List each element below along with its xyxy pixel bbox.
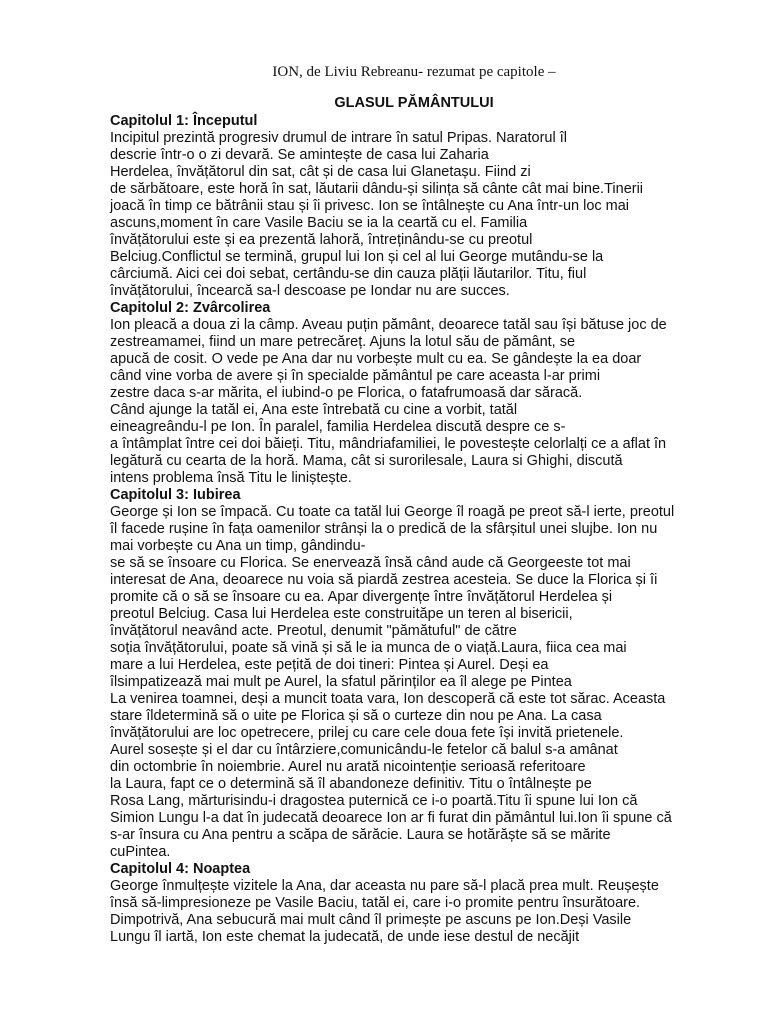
text-line: îlsimpatizează mai mult pe Aurel, la sfatul părinților ea îl alege pe Pintea <box>110 674 572 690</box>
text-line: cuPintea. <box>110 844 171 860</box>
text-line: preotul Belciug. Casa lui Herdelea este construităpe un teren al bisericii, <box>110 606 573 622</box>
text-line: Când ajunge la tatăl ei, Ana este întrebată cu cine a vorbit, tatăl <box>110 402 518 418</box>
text-line: Ion pleacă a doua zi la câmp. Aveau puțin pământ, deoarece tatăl sau își bătuse joc de <box>110 317 667 333</box>
document-title: ION, de Liviu Rebreanu- rezumat pe capitole – <box>272 64 556 80</box>
text-line: zestre daca s-ar mărita, el iubind-o pe Florica, o fatafrumoasă dar săracă. <box>110 385 583 401</box>
text-line: însă să-limpresioneze pe Vasile Baciu, tatăl ei, care i-o promite pentru însurătoare. <box>110 895 641 911</box>
text-line: soția învățătorului, poate să vină și să le ia munca de o viață.Laura, fiica cea mai <box>110 640 627 656</box>
document-subtitle: GLASUL PĂMÂNTULUI <box>334 95 494 111</box>
text-line: Herdelea, învățătorul din sat, cât și de casa lui Glanetașu. Fiind zi <box>110 164 531 180</box>
text-line: interesat de Ana, deoarece nu voia să piardă zestrea acesteia. Se duce la Florica și îi <box>110 572 658 588</box>
text-line: mare a lui Herdelea, este pețită de doi tineri: Pintea și Aurel. Deși ea <box>110 657 549 673</box>
chapters-container <box>110 113 718 946</box>
text-line: Lungu îl iartă, Ion este chemat la judecată, de unde iese destul de necăjit <box>110 929 580 945</box>
text-line: la Laura, fapt ce o determină să îl abandoneze definitiv. Titu o întâlnește pe <box>110 776 592 792</box>
text-line: Belciug.Conflictul se termină, grupul lui Ion și cel al lui George mutându-se la <box>110 249 604 265</box>
chapter-body <box>110 878 718 946</box>
chapter-body <box>110 130 718 300</box>
text-line: Rosa Lang, mărturisindu-i dragostea puternică ce i-o poartă.Titu îi spune lui Ion că <box>110 793 638 809</box>
chapter-body <box>110 504 718 861</box>
text-line: învățătorului este și ea prezentă lahoră, întreținându-se cu preotul <box>110 232 533 248</box>
text-line: descrie într-o o zi devară. Se amintește de casa lui Zaharia <box>110 147 489 163</box>
text-line: George înmulțește vizitele la Ana, dar aceasta nu pare să-l placă prea mult. Reușește <box>110 878 659 894</box>
text-line: cârciumă. Aici cei doi sebat, certându-se din cauza plății lăutarilor. Titu, fiul <box>110 266 587 282</box>
text-line: apucă de cosit. O vede pe Ana dar nu vorbește mult cu ea. Se gândește la ea doar <box>110 351 642 367</box>
text-line: promite că o să se însoare cu ea. Apar divergențe între învățătorul Herdelea și <box>110 589 613 605</box>
text-line: s-ar însura cu Ana pentru a scăpa de sărăcie. Laura se hotărăște să se mărite <box>110 827 611 843</box>
text-line: învățătorului, încearcă sa-l descoase pe Iondar nu are succes. <box>110 283 510 299</box>
text-line: ascuns,moment în care Vasile Baciu se ia la ceartă cu el. Familia <box>110 215 528 231</box>
text-line: George și Ion se împacă. Cu toate ca tatăl lui George îl roagă pe preot să-l ierte, preotul <box>110 504 675 520</box>
text-line: La venirea toamnei, deși a muncit toata vara, Ion descoperă că este tot sărac. Aceasta <box>110 691 666 707</box>
text-line: când vine vorba de avere și în specialde pământul pe care aceasta l-ar primi <box>110 368 601 384</box>
text-line: de sărbătoare, este horă în sat, lăutarii dându-și silința să cânte cât mai bine.Tinerii <box>110 181 644 197</box>
text-line: învățătorul neavând acte. Preotul, denumit "pămătuful" de către <box>110 623 517 639</box>
chapter-heading: Capitolul 2: Zvârcolirea <box>110 300 271 316</box>
text-line: joacă în timp ce bătrânii stau și îi privesc. Ion se întâlnește cu Ana într-un loc mai <box>110 198 630 214</box>
text-line: mai vorbește cu Ana un timp, gândindu- <box>110 538 366 554</box>
text-line: intens problema însă Titu le liniștește. <box>110 470 352 486</box>
text-line: stare îldetermină să o uite pe Florica și să o curteze din nou pe Ana. La casa <box>110 708 602 724</box>
text-line: eineagreându-l pe Ion. În paralel, familia Herdelea discută despre ce s- <box>110 419 566 435</box>
chapter-heading: Capitolul 4: Noaptea <box>110 861 251 877</box>
text-line: Incipitul prezintă progresiv drumul de intrare în satul Pripas. Naratorul îl <box>110 130 567 146</box>
chapter-body <box>110 317 718 487</box>
text-line: legătură cu cearta de la horă. Mama, cât si surorilesale, Laura si Ghighi, discută <box>110 453 623 469</box>
text-line: Dimpotrivă, Ana sebucură mai mult când îl primește pe ascuns pe Ion.Deși Vasile <box>110 912 632 928</box>
text-line: îl facede rușine în fața oamenilor strânși la o predică de la sfârșitul unei slujbe. Ion nu <box>110 521 658 537</box>
text-line: se să se însoare cu Florica. Se enervează însă când aude că Georgeeste tot mai <box>110 555 631 571</box>
text-line: Aurel sosește și el dar cu întârziere,comunicându-le fetelor că balul s-a amânat <box>110 742 618 758</box>
text-line: din octombrie în noiembrie. Aurel nu arată nicointenție serioasă referitoare <box>110 759 586 775</box>
text-line: Simion Lungu l-a dat în judecată deoarece Ion ar fi furat din pământul lui.Ion îi spune că <box>110 810 672 826</box>
text-line: învățătorului are loc opetrecere, prilej cu care cele doua fete își invită prietenele. <box>110 725 624 741</box>
text-line: a întâmplat între cei doi băieți. Titu, mândriafamiliei, le povestește celorlalți ce a aflat în <box>110 436 667 452</box>
text-line: zestreamamei, fiind un mare petrecăreț. Ajuns la lotul său de pământ, se <box>110 334 576 350</box>
chapter-heading: Capitolul 1: Începutul <box>110 113 258 129</box>
chapter-heading: Capitolul 3: Iubirea <box>110 487 241 503</box>
